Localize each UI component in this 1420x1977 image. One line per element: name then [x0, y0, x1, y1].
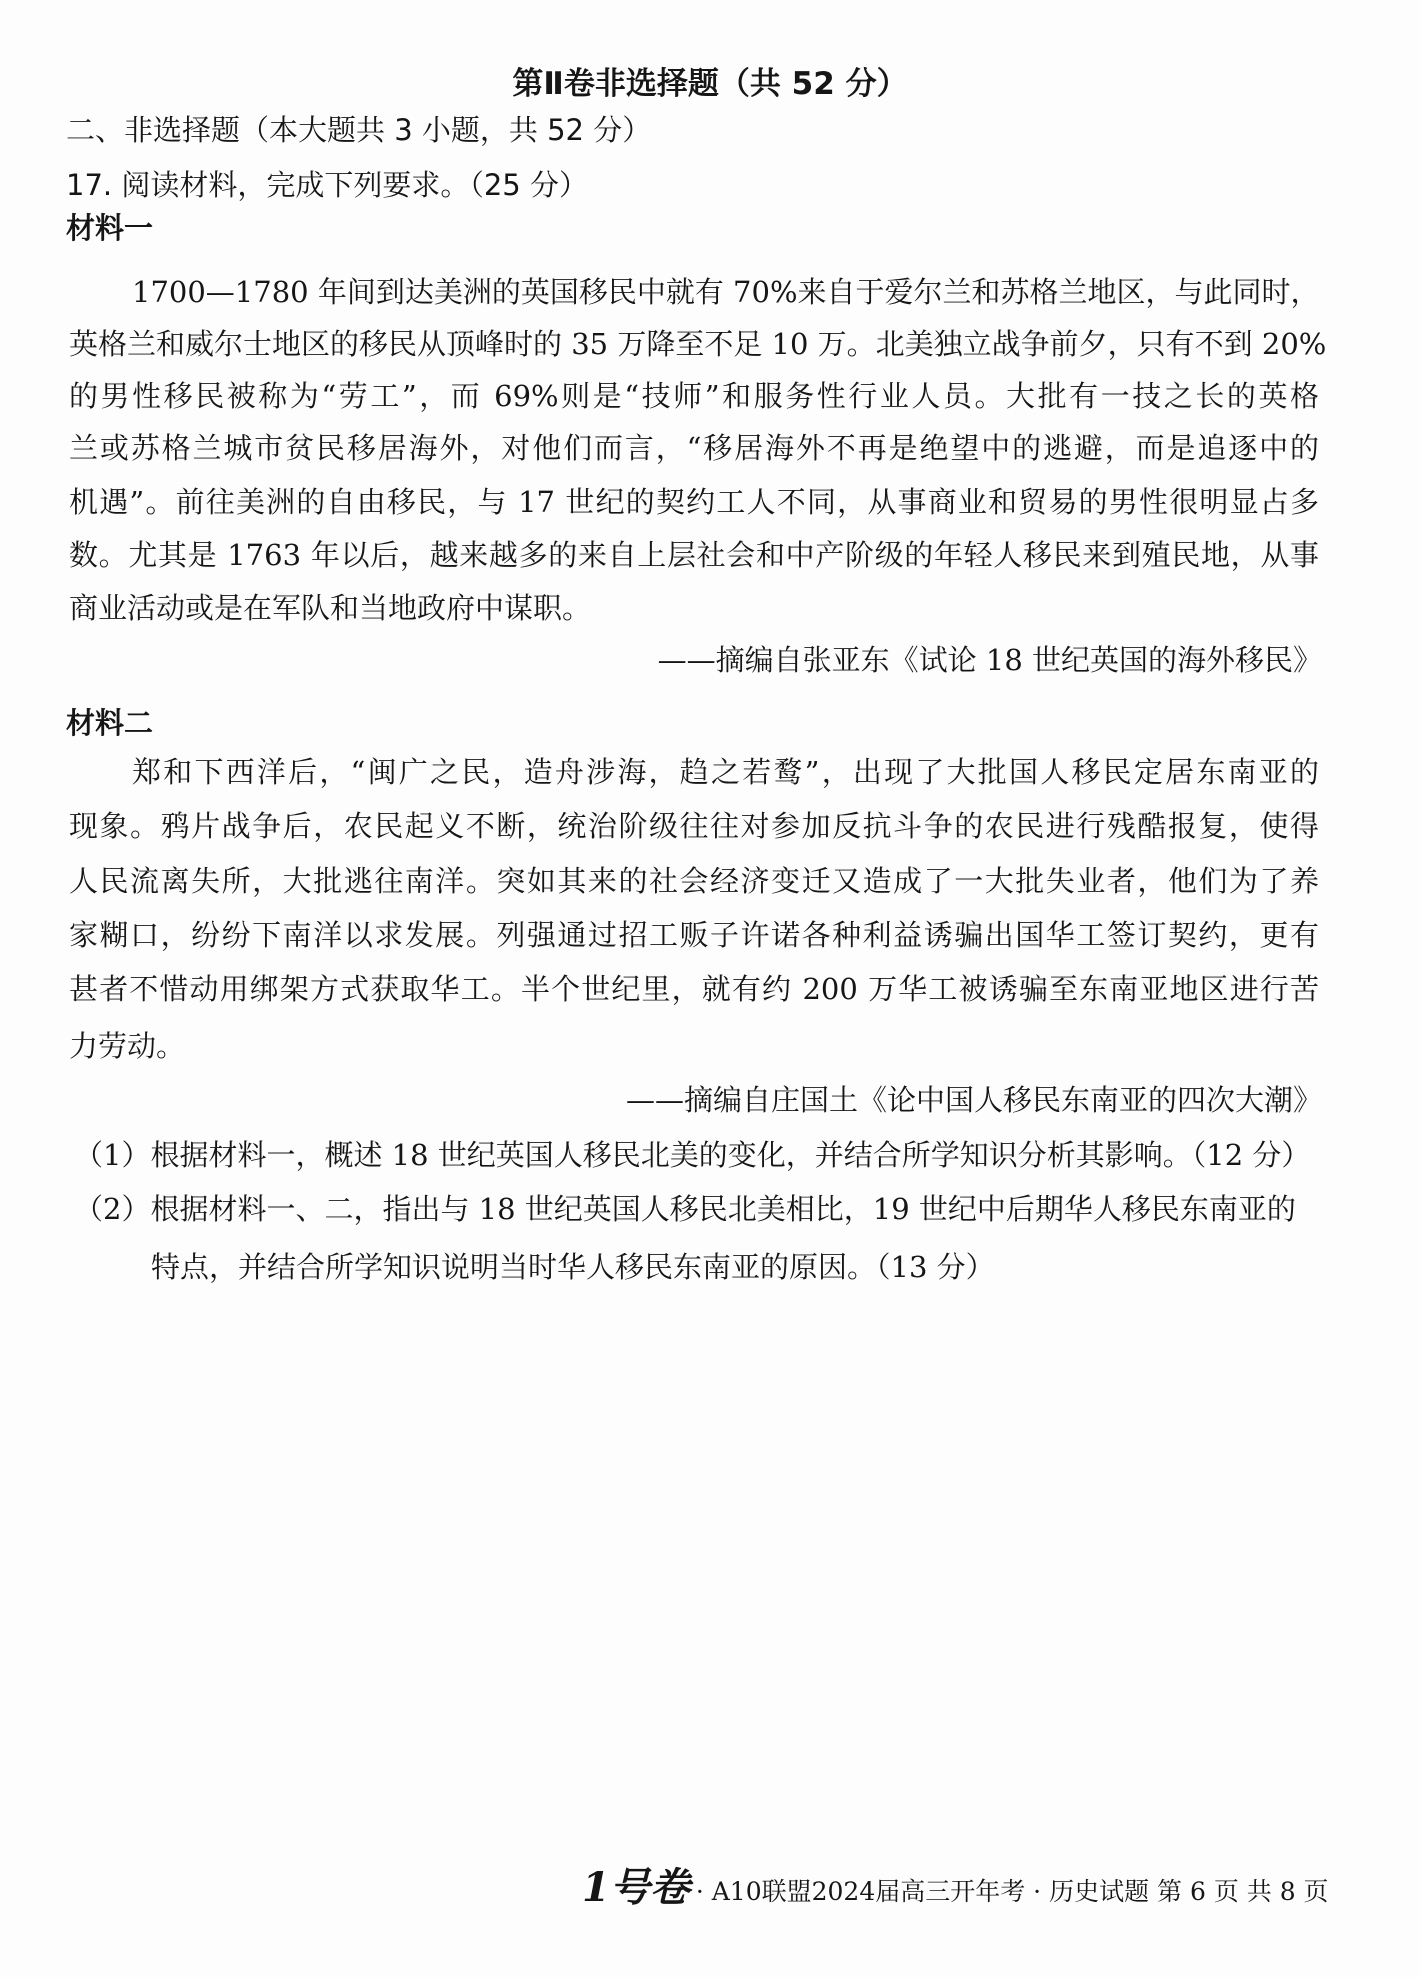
exam-logo: 1号卷 [582, 1864, 690, 1911]
subquestion-1: （1）根据材料一，概述 18 世纪英国人移民北美的变化，并结合所学知识分析其影响。（12 分） [74, 1138, 1311, 1172]
material-1-heading: 材料一 [66, 211, 154, 245]
material-1-line: 商业活动或是在军队和当地政府中谋职。 [69, 591, 592, 625]
footer-text: · A10联盟2024届高三开年考 · 历史试题 第 6 页 共 8 页 [695, 1877, 1329, 1906]
material-1-line: 英格兰和威尔士地区的移民从顶峰时的 35 万降至不足 10 万。北美独立战争前夕，只有不到 20% [69, 327, 1327, 361]
material-1-line: 的男性移民被称为“劳工”，而 69%则是“技师”和服务性行业人员。大批有一技之长的英格 [69, 379, 1319, 413]
subquestion-2: （2）根据材料一、二，指出与 18 世纪英国人移民北美相比，19 世纪中后期华人移民东南亚的 [74, 1192, 1296, 1226]
section-heading: 二、非选择题（本大题共 3 小题，共 52 分） [66, 113, 652, 147]
material-2-line: 力劳动。 [69, 1029, 186, 1063]
question-17: 17. 阅读材料，完成下列要求。（25 分） [66, 168, 588, 202]
material-1-line: 1700—1780 年间到达美洲的英国移民中就有 70%来自于爱尔兰和苏格兰地区，与此同时， [132, 275, 1320, 309]
material-1-source: ——摘编自张亚东《试论 18 世纪英国的海外移民》 [657, 643, 1322, 677]
material-2-line: 甚者不惜动用绑架方式获取华工。半个世纪里，就有约 200 万华工被诱骗至东南亚地区进行苦 [69, 972, 1319, 1006]
material-1-line: 机遇”。前往美洲的自由移民，与 17 世纪的契约工人不同，从事商业和贸易的男性很明显占多 [69, 485, 1319, 519]
page-footer [582, 1864, 1329, 1911]
material-2-line: 家糊口，纷纷下南洋以求发展。列强通过招工贩子许诺各种利益诱骗出国华工签订契约，更有 [69, 918, 1319, 952]
subquestion-2-continued: 特点，并结合所学知识说明当时华人移民东南亚的原因。（13 分） [151, 1250, 995, 1284]
material-1-line: 兰或苏格兰城市贫民移居海外，对他们而言，“移居海外不再是绝望中的逃避，而是追逐中的 [69, 431, 1319, 465]
material-1-line: 数。尤其是 1763 年以后，越来越多的来自上层社会和中产阶级的年轻人移民来到殖民地，从事 [69, 538, 1319, 572]
material-2-line: 现象。鸦片战争后，农民起义不断，统治阶级往往对参加反抗斗争的农民进行残酷报复，使得 [69, 809, 1319, 843]
material-2-source: ——摘编自庄国土《论中国人移民东南亚的四次大潮》 [625, 1083, 1322, 1117]
material-2-line: 人民流离失所，大批逃往南洋。突如其来的社会经济变迁又造成了一大批失业者，他们为了养 [69, 864, 1319, 898]
material-2-heading: 材料二 [66, 706, 154, 740]
page-title: 第Ⅱ卷非选择题（共 52 分） [512, 66, 908, 102]
material-2-line: 郑和下西洋后，“闽广之民，造舟涉海，趋之若鹜”，出现了大批国人移民定居东南亚的 [132, 755, 1319, 789]
